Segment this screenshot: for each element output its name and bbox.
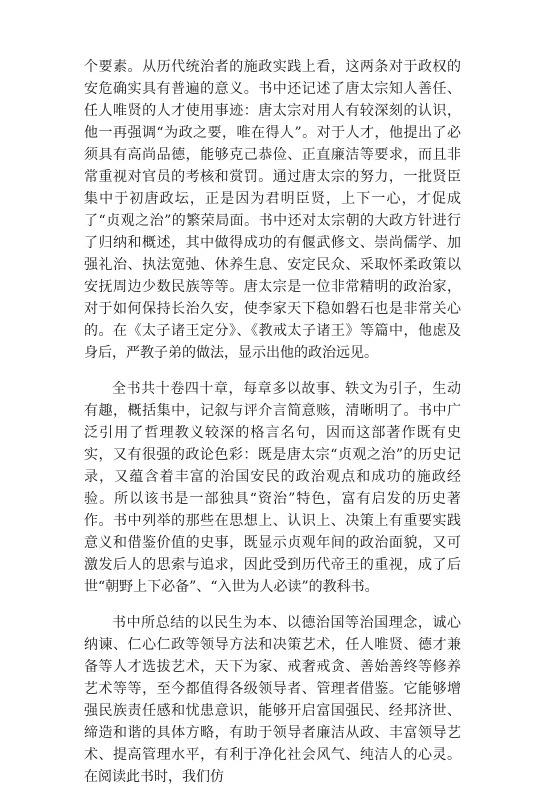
paragraph-governance-ideas: 书中所总结的以民生为本、以德治国等治国理念，诚心纳谏、仁心仁政等领导方法和决策艺术，任人唯贤、德才兼备等人才选拔艺术，天下为家、戒奢戒贪、善始善终等修养艺术等等，至今都值得各级领导者、管理者借鉴。它能够增强民族责任感和忧患意识，能够开启富国强民、经邦济世、缔造和谐的具体方略，有助于领导者廉洁从政、丰富领导艺术、提高管理水平，有利于净化社会风气、纯洁人的心灵。在阅读此书时，我们仿 <box>84 615 461 785</box>
paragraph-book-structure: 全书共十卷四十章，每章多以故事、轶文为引子，生动有趣，概括集中，记叙与评介言简意赅，清晰明了。书中广泛引用了哲理教义较深的格言名句，因而这部著作既有史实，又有很强的政论色彩：既是唐太宗“贞观之治”的历史记录，又蕴含着丰富的治国安民的政治观点和成功的施政经验。所以该书是一部独具“资治”特色，富有启发的历史著作。书中列举的那些在思想上、认识上、决策上有重要实践意义和借鉴价值的史事，既显示贞观年间的政治面貌，又可激发后人的思索与追求，因此受到历代帝王的重视，成了后世“朝野上下必备”、“入世为人必读”的教科书。 <box>84 381 461 595</box>
paragraph-continued: 个要素。从历代统治者的施政实践上看，这两条对于政权的安危确实具有普遍的意义。书中还记述了唐太宗知人善任、任人唯贤的人才使用事迹：唐太宗对用人有较深刻的认识，他一再强调“为政之要，唯在得人”。对于人才，他提出了必须具有高尚品德，能够克己恭俭、正直廉洁等要求，而且非常重视对官员的考核和赏罚。通过唐太宗的努力，一批贤臣集中于初唐政坛，正是因为君明臣贤，上下一心，才促成了“贞观之治”的繁荣局面。书中还对太宗朝的大政方针进行了归纳和概述，其中做得成功的有偃武修文、崇尚儒学、加强礼治、执法宽弛、休养生息、安定民众、采取怀柔政策以安抚周边少数民族等等。唐太宗是一位非常精明的政治家，对于如何保持长治久安，使李家天下稳如磐石也是非常关心的。在《太子诸王定分》、《教戒太子诸王》等篇中，他虑及身后，严教子弟的做法，显示出他的政治远见。 <box>84 59 461 361</box>
